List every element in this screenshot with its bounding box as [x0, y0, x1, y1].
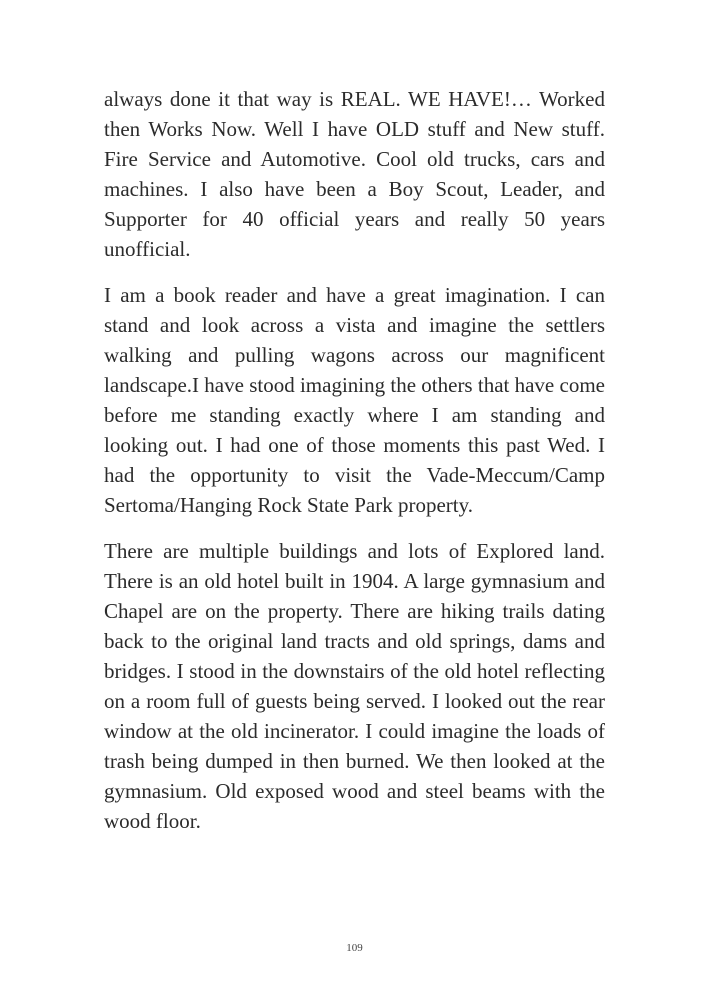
paragraph-2: I am a book reader and have a great imagination. I can stand and look across a vista and imagine the settlers walking and pulling wagons across our magnificent landscape.I have stood imagining the others that have come before me standing exactly where I am standing and looking out. I had one of those moments this past Wed. I had the opportunity to visit the Vade-Meccum/Camp Sertoma/Hanging Rock State Park property. [104, 283, 605, 517]
body-text [104, 84, 605, 852]
paragraph-3: There are multiple buildings and lots of Explored land. There is an old hotel built in 1904. A large gymnasium and Chapel are on the property. There are hiking trails dating back to the original land tracts and old springs, dams and bridges. I stood in the downstairs of the old hotel reflecting on a room full of guests being served. I looked out the rear window at the old incinerator. I could imagine the loads of trash being dumped in then burned. We then looked at the gymnasium. Old exposed wood and steel beams with the wood floor. [104, 539, 605, 833]
page-number: 109 [346, 942, 363, 954]
paragraph-1: always done it that way is REAL. WE HAVE!… Worked then Works Now. Well I have OLD stuff and New stuff. Fire Service and Automotive. Cool old trucks, cars and machines. I also have been a Boy Scout, Leader, and Supporter for 40 official years and really 50 years unofficial. [104, 87, 605, 261]
